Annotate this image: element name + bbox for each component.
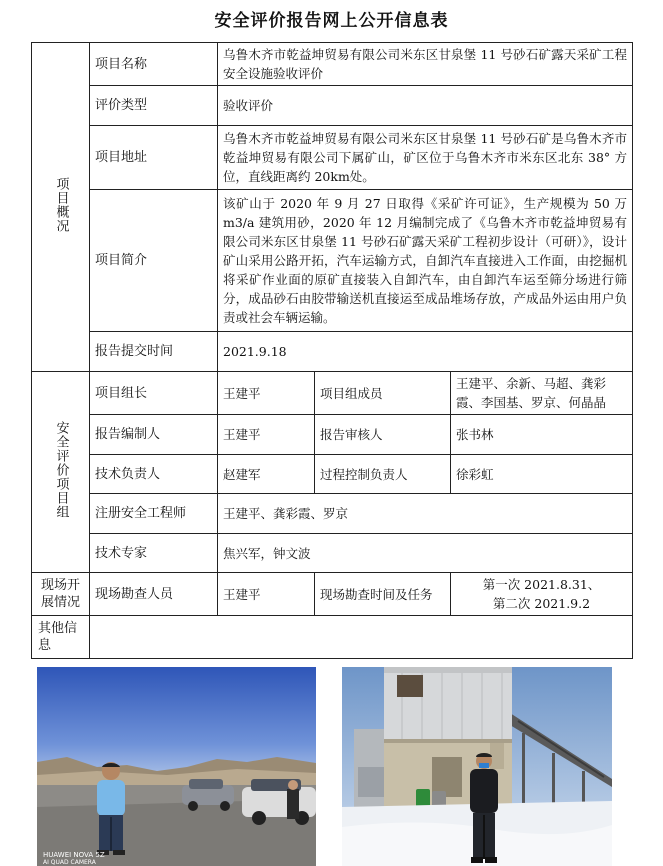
other-info-label: 其他信息 [32, 616, 90, 659]
watermark-line1: HUAWEI NOVA 5Z [43, 851, 105, 859]
surveyor-label: 现场勘查人员 [90, 573, 218, 616]
tech-lead-label: 技术负责人 [90, 455, 218, 494]
section-site: 现场开展情况 [32, 573, 90, 616]
tech-lead-value: 赵建军 [218, 455, 315, 494]
project-name-label: 项目名称 [90, 43, 218, 86]
reviewer-label: 报告审核人 [315, 415, 451, 455]
survey-second: 第二次 2021.9.2 [492, 596, 591, 611]
submit-time-value: 2021.9.18 [218, 332, 633, 372]
intro-label: 项目简介 [90, 190, 218, 332]
eval-type-label: 评价类型 [90, 86, 218, 126]
process-lead-value: 徐彩虹 [451, 455, 633, 494]
leader-value: 王建平 [218, 372, 315, 415]
page-title: 安全评价报告网上公开信息表 [214, 11, 449, 31]
engineer-label: 注册安全工程师 [90, 494, 218, 534]
site-photo-right [342, 667, 612, 866]
process-lead-label: 过程控制负责人 [315, 455, 451, 494]
site-photo-left [37, 667, 316, 866]
survey-first: 第一次 2021.8.31、 [482, 577, 601, 592]
survey-time-value [451, 573, 633, 616]
members-value: 王建平、余新、马超、龚彩霞、李国基、罗京、何晶晶 [451, 372, 633, 415]
members-label: 项目组成员 [315, 372, 451, 415]
submit-time-label: 报告提交时间 [90, 332, 218, 372]
surveyor-value: 王建平 [218, 573, 315, 616]
author-label: 报告编制人 [90, 415, 218, 455]
info-table [31, 42, 633, 659]
address-label: 项目地址 [90, 126, 218, 190]
expert-value: 焦兴军，钟文波 [218, 534, 633, 573]
other-info-value [90, 616, 633, 659]
section-overview: 项目概况 [32, 43, 90, 372]
eval-type-value: 验收评价 [218, 86, 633, 126]
author-value: 王建平 [218, 415, 315, 455]
site-photo-left-image [37, 667, 316, 866]
intro-value: 该矿山于 2020 年 9 月 27 日取得《采矿许可证》，生产规模为 50 万m3/a 建筑用砂，2020 年 12 月编制完成了《乌鲁木齐市乾益坤贸易有限公司米东区甘泉堡 11 号砂石矿露天采矿工程初步设计（可研）》，设计矿山采用公路开拓，汽车运输方式，自卸汽车直接进入工作面，由挖掘机将采矿作业面的原矿直接装入自卸汽车，由自卸汽车运至筛分场进行筛分，成品砂石由胶带输送机直接运至成品堆场存放，产成品外运由用户负责或社会车辆运输。 [218, 190, 633, 332]
address-value: 乌鲁木齐市乾益坤贸易有限公司米东区甘泉堡 11 号砂石矿是乌鲁木齐市乾益坤贸易有限公司下属矿山，矿区位于乌鲁木齐市米东区北东 38° 方位，直线距离约 20km处。 [218, 126, 633, 190]
engineer-value: 王建平、龚彩霞、罗京 [218, 494, 633, 534]
survey-time-label: 现场勘查时间及任务 [315, 573, 451, 616]
section-team: 安全评价项目组 [32, 372, 90, 573]
project-name-value: 乌鲁木齐市乾益坤贸易有限公司米东区甘泉堡 11 号砂石矿露天采矿工程安全设施验收评价 [218, 43, 633, 86]
site-photo-right-image [342, 667, 612, 866]
reviewer-value: 张书林 [451, 415, 633, 455]
watermark-line2: AI QUAD CAMERA [43, 859, 96, 866]
leader-label: 项目组长 [90, 372, 218, 415]
expert-label: 技术专家 [90, 534, 218, 573]
